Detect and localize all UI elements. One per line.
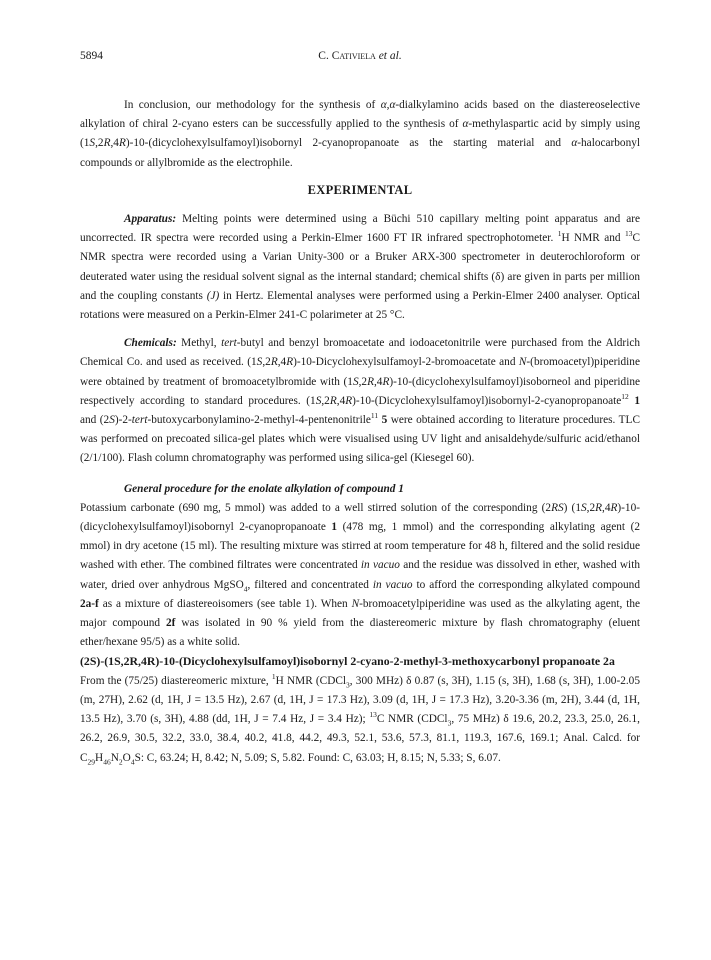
text-run: ) (1	[563, 501, 581, 514]
text-run: -halocarbonyl compounds or allylbromide as the electrophile.	[80, 137, 640, 169]
compound-2a-heading: (2S)-(1S,2R,4R)-10-(Dicyclohexylsulfamoyl)isobornyl 2-cyano-2-methyl-3-methoxycarbonyl propanoate 2a	[80, 654, 615, 669]
apparatus-paragraph	[80, 210, 640, 325]
text-run: ,2	[95, 137, 104, 150]
compound-2a-paragraph	[80, 672, 640, 768]
text-run: α	[571, 137, 578, 150]
text-run: -methylaspartic acid by simply using (1	[80, 118, 640, 150]
text-run: H	[95, 751, 104, 764]
general-procedure-heading: General procedure for the enolate alkylation of compound 1	[124, 482, 404, 495]
text-run: R	[118, 137, 126, 150]
text-run: S	[315, 394, 322, 407]
text-run: , 75 MHz) δ 19.6, 20.2, 23.3, 25.0, 26.1, 26.2, 26.9, 30.5, 32.2, 33.0, 38.4, 40.2, 41.8, 44.2, 49.3, 52.1, 53.6, 57.3, 81.1, 119.3, 167.6, 169.1; Anal. Calcd. for C	[80, 713, 640, 764]
general-procedure-paragraph	[80, 499, 640, 653]
text-run: R	[286, 356, 294, 369]
running-title	[80, 50, 640, 62]
text-run: S	[352, 375, 359, 388]
text-run: 1	[331, 521, 338, 534]
text-run: Potassium carbonate (690 mg, 5 mmol) was added to a well stirred solution of the corresponding (2	[80, 501, 552, 514]
text-run: tert	[221, 337, 237, 350]
text-run: H NMR (CDCl	[275, 674, 347, 687]
text-run: O	[122, 751, 131, 764]
text-run: , filtered and concentrated	[247, 578, 373, 591]
text-run: RS	[551, 501, 564, 514]
running-title-author: C. Cativiela	[318, 50, 376, 62]
text-run: ,4	[336, 394, 346, 407]
text-run: 3	[346, 679, 350, 689]
text-run: α	[462, 118, 469, 131]
text-run: N	[518, 356, 527, 369]
text-run: -bromoacetylpiperidine was used as the alkylating agent, the major compound	[80, 597, 640, 630]
text-run: (J)	[206, 289, 220, 302]
text-run: as a mixture of diastereoisomers (see table 1). When	[98, 597, 352, 610]
text-run: 13	[369, 710, 377, 720]
text-run: (478 mg, 1 mmol) and the corresponding alkylating agent (2 mmol) in dry acetone (15 ml). The resulting mixture was stirred at room temperature for 48 h, filtered and the solid residue washed with ether. The combined filtrates were concentrated	[80, 521, 640, 572]
text-run: -dialkylamino acids based on the diastereoselective alkylation of chiral 2-cyano esters can be successfully applied to the synthesis of	[80, 99, 640, 131]
text-run: ,2	[586, 501, 596, 514]
text-run: H NMR and	[561, 232, 625, 245]
text-run: R	[103, 137, 111, 150]
text-run: N	[351, 597, 360, 610]
text-run: -butoxycarbonylamino-2-methyl-4-pentenonitrile	[147, 414, 371, 427]
text-run: 5	[378, 414, 388, 427]
text-run: in vacuo	[372, 578, 413, 591]
text-run: S	[109, 414, 115, 427]
experimental-heading: EXPERIMENTAL	[307, 182, 413, 197]
text-run: ,4	[110, 137, 119, 150]
text-run: )-10-(Dicyclohexylsulfamoyl)isobornyl-2-cyanopropanoate	[352, 394, 622, 407]
text-run: ,4	[373, 375, 383, 388]
text-run: 1	[628, 394, 640, 407]
text-run: 12	[621, 392, 629, 402]
text-run: 2a-f	[80, 597, 99, 610]
text-run: )-10-(dicyclohexylsulfamoyl)isobornyl 2-cyanopropanoate as the starting material and	[125, 137, 572, 150]
text-run: in vacuo	[360, 559, 400, 572]
text-run: C NMR (CDCl	[376, 713, 448, 726]
page-number: 5894	[80, 50, 103, 62]
text-run: ,4	[277, 356, 287, 369]
text-run: S	[89, 137, 96, 150]
text-run: N	[110, 751, 119, 764]
text-run: S	[256, 356, 263, 369]
text-run: R	[382, 375, 390, 388]
text-run: C NMR spectra were recorded using a Varian Unity-300 or a Bruker ARX-300 spectrometer in deuterochloroform or deuterated water using the residual solvent signal as the internal standard; chemical shifts (δ) are given in parts per million and the coupling constants	[80, 232, 640, 302]
text-run: tert	[131, 414, 148, 427]
text-run: R	[367, 375, 374, 388]
text-run: 13	[624, 229, 633, 239]
text-run: R	[270, 356, 278, 369]
text-run: α,α	[380, 99, 396, 111]
text-run: Methyl,	[176, 337, 222, 350]
apparatus-label: Apparatus:	[124, 213, 177, 226]
text-run: Melting points were determined using a Büchi 510 capillary melting point apparatus and are uncorrected. IR spectra were recorded using a Perkin-Elmer 1600 FT IR infrared spectrophotometer.	[80, 213, 640, 245]
text-run: , 300 MHz) δ 0.87 (s, 3H), 1.15 (s, 3H), 1.68 (s, 3H), 1.00-2.05 (m, 27H), 2.62 (d, 1H, J = 13.5 Hz), 2.67 (d, 1H, J = 17.3 Hz), 3.09 (d, 1H, J = 17.3 Hz), 3.20-3.36 (m, 2H), 3.44 (d, 1H, 13.5 Hz), 3.70 (s, 3H), 4.88 (dd, 1H, J = 7.4 Hz, J = 3.4 Hz);	[80, 674, 640, 726]
page-header	[80, 50, 640, 66]
text-run: From the (75/25) diastereomeric mixture,	[80, 674, 272, 687]
text-run: )-2-	[114, 414, 132, 427]
running-title-etal: et al.	[378, 50, 402, 62]
text-run: 29	[87, 756, 96, 766]
text-run: R	[329, 394, 337, 407]
page-body	[80, 96, 640, 768]
conclusion-paragraph	[80, 96, 640, 173]
text-run: ,4	[602, 501, 611, 514]
text-run: 2	[118, 756, 123, 766]
text-run: )-10-Dicyclohexylsulfamoyl-2-bromoacetate and	[293, 356, 519, 369]
text-run: 1	[557, 229, 562, 239]
text-run: -(bromoacetyl)piperidine were obtained by treatment of bromoacetylbromide with (1	[80, 356, 640, 388]
text-run: R	[610, 501, 618, 514]
text-run: S: C, 63.24; H, 8.42; N, 5.09; S, 5.82. Found: C, 63.03; H, 8.15; N, 5.33; S, 6.07.	[134, 751, 501, 764]
text-run: S	[580, 501, 587, 514]
text-run: 3	[447, 718, 452, 728]
text-run: were obtained according to literature procedures. TLC was performed on precoated silica-gel plates which were visualised using UV light and anisaldehyde/sulfuric acid/ethanol (2/1/100). Flash column chromatography was performed using silica-gel (Kiesegel 60).	[80, 414, 640, 465]
text-run: ,2	[321, 394, 330, 407]
text-run: In conclusion, our methodology for the synthesis of	[124, 99, 381, 111]
text-run: R	[345, 394, 353, 407]
text-run: ,2	[358, 375, 368, 388]
text-run: was isolated in 90 % yield from the diastereomeric mixture by flash chromatography (eluent ether/hexane 95/5) as a white solid.	[80, 617, 640, 649]
text-run: in Hertz. Elemental analyses were performed using a Perkin-Elmer 2400 analyser. Optical rotations were measured on a Perkin-Elmer 241-C polarimeter at 25 °C.	[80, 289, 640, 322]
text-run: 4	[130, 756, 135, 766]
chemicals-label: Chemicals:	[124, 337, 177, 350]
text-run: ,2	[262, 356, 271, 369]
text-run: 4	[243, 583, 248, 593]
text-run: )-10-(dicyclohexylsulfamoyl)isobornyl 2-cyanopropanoate	[80, 501, 640, 534]
text-run: -butyl and benzyl bromoacetate and iodoacetonitrile were purchased from the Aldrich Chemical Co. and used as received. (1	[80, 337, 640, 369]
chemicals-paragraph	[80, 334, 640, 468]
text-run: 2f	[166, 617, 176, 630]
text-run: and the residue was dissolved in ether, washed with water, dried over anhydrous MgSO	[80, 559, 640, 591]
text-run: )-10-(dicyclohexylsulfamoyl)isoborneol and piperidine respectively according to standard procedures. (1	[80, 375, 640, 407]
text-run: 1	[271, 671, 276, 681]
text-run: 11	[370, 411, 379, 421]
text-run: 46	[103, 756, 111, 766]
text-run: and (2	[80, 414, 110, 427]
text-run: to afford the corresponding alkylated compound	[412, 578, 640, 591]
text-run: R	[595, 501, 603, 514]
